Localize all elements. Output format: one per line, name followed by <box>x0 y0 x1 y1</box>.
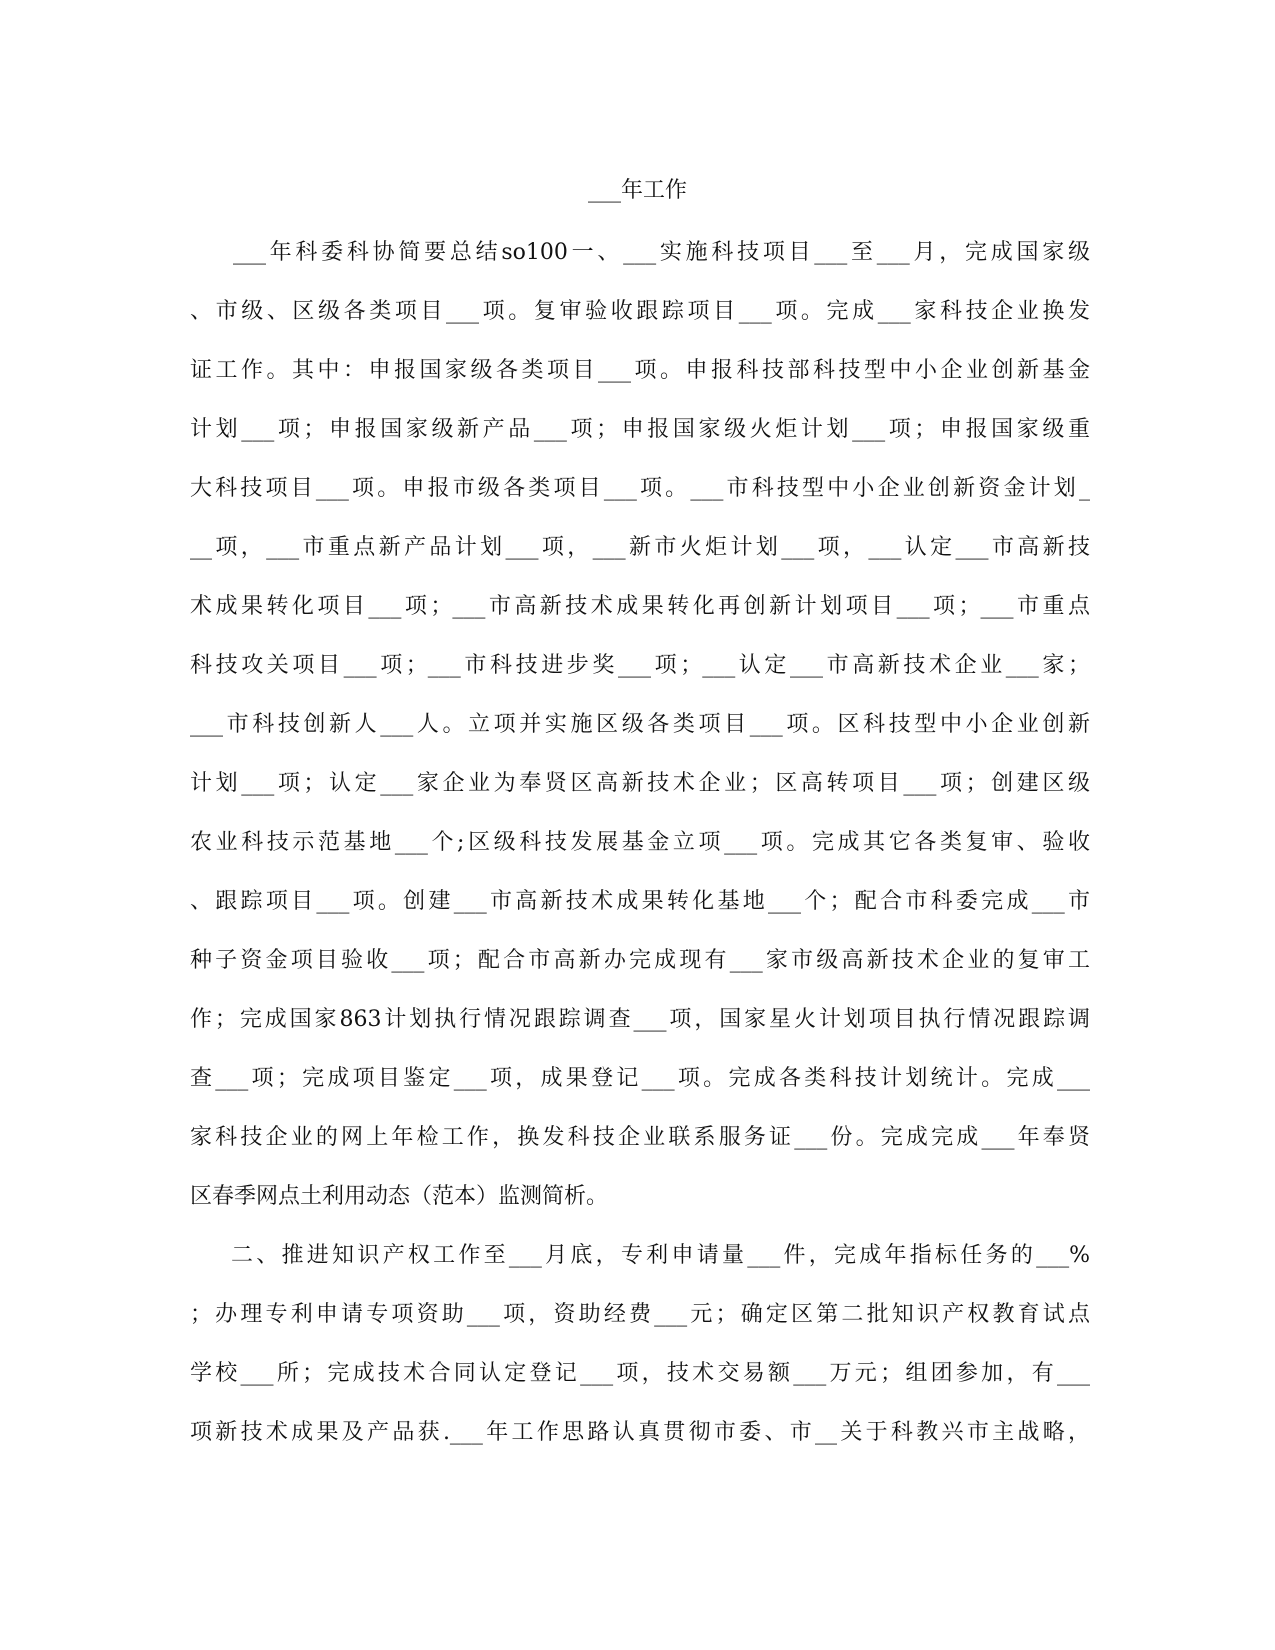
body-line: 二、推进知识产权工作至___月底，专利申请量___件，完成年指标任务的___% <box>190 1243 1090 1268</box>
body-line: ；办理专利申请专项资助___项，资助经费___元；确定区第二批知识产权教育试点 <box>190 1302 1090 1327</box>
body-line: ___年科委科协简要总结so100一、___实施科技项目___至___月，完成国家级 <box>190 240 1090 265</box>
body-line: 区春季网点土利用动态（范本）监测简析。 <box>190 1184 609 1209</box>
body-line: ___市科技创新人___人。立项并实施区级各类项目___项。区科技型中小企业创新 <box>190 712 1090 737</box>
body-line: 、市级、区级各类项目___项。复审验收跟踪项目___项。完成___家科技企业换发 <box>190 299 1090 324</box>
document-body <box>190 238 1090 1477</box>
body-line: 作；完成国家863计划执行情况跟踪调查___项，国家星火计划项目执行情况跟踪调 <box>190 1007 1090 1032</box>
body-line: 、跟踪项目___项。创建___市高新技术成果转化基地___个；配合市科委完成___市 <box>190 889 1090 914</box>
body-line: 大科技项目___项。申报市级各类项目___项。___市科技型中小企业创新资金计划_ <box>190 476 1090 501</box>
body-line: 科技攻关项目___项；___市科技进步奖___项；___认定___市高新技术企业___家； <box>190 653 1090 678</box>
body-line: 计划___项；申报国家级新产品___项；申报国家级火炬计划___项；申报国家级重 <box>190 417 1090 442</box>
body-line: 计划___项；认定___家企业为奉贤区高新技术企业；区高转项目___项；创建区级 <box>190 771 1090 796</box>
body-line: 农业科技示范基地___个;区级科技发展基金立项___项。完成其它各类复审、验收 <box>190 830 1090 855</box>
body-line: 查___项；完成项目鉴定___项，成果登记___项。完成各类科技计划统计。完成___ <box>190 1066 1090 1091</box>
document-title: ___年工作 <box>587 178 687 203</box>
body-line: __项，___市重点新产品计划___项，___新市火炬计划___项，___认定___市高新技 <box>190 535 1090 560</box>
body-line: 学校___所；完成技术合同认定登记___项，技术交易额___万元；组团参加，有___ <box>190 1361 1090 1386</box>
body-line: 家科技企业的网上年检工作，换发科技企业联系服务证___份。完成完成___年奉贤 <box>190 1125 1090 1150</box>
body-line: 种子资金项目验收___项；配合市高新办完成现有___家市级高新技术企业的复审工 <box>190 948 1090 973</box>
body-line: 证工作。其中：申报国家级各类项目___项。申报科技部科技型中小企业创新基金 <box>190 358 1090 383</box>
body-line: 项新技术成果及产品获.___年工作思路认真贯彻市委、市__关于科教兴市主战略， <box>190 1420 1090 1445</box>
body-line: 术成果转化项目___项；___市高新技术成果转化再创新计划项目___项；___市重点 <box>190 594 1090 619</box>
